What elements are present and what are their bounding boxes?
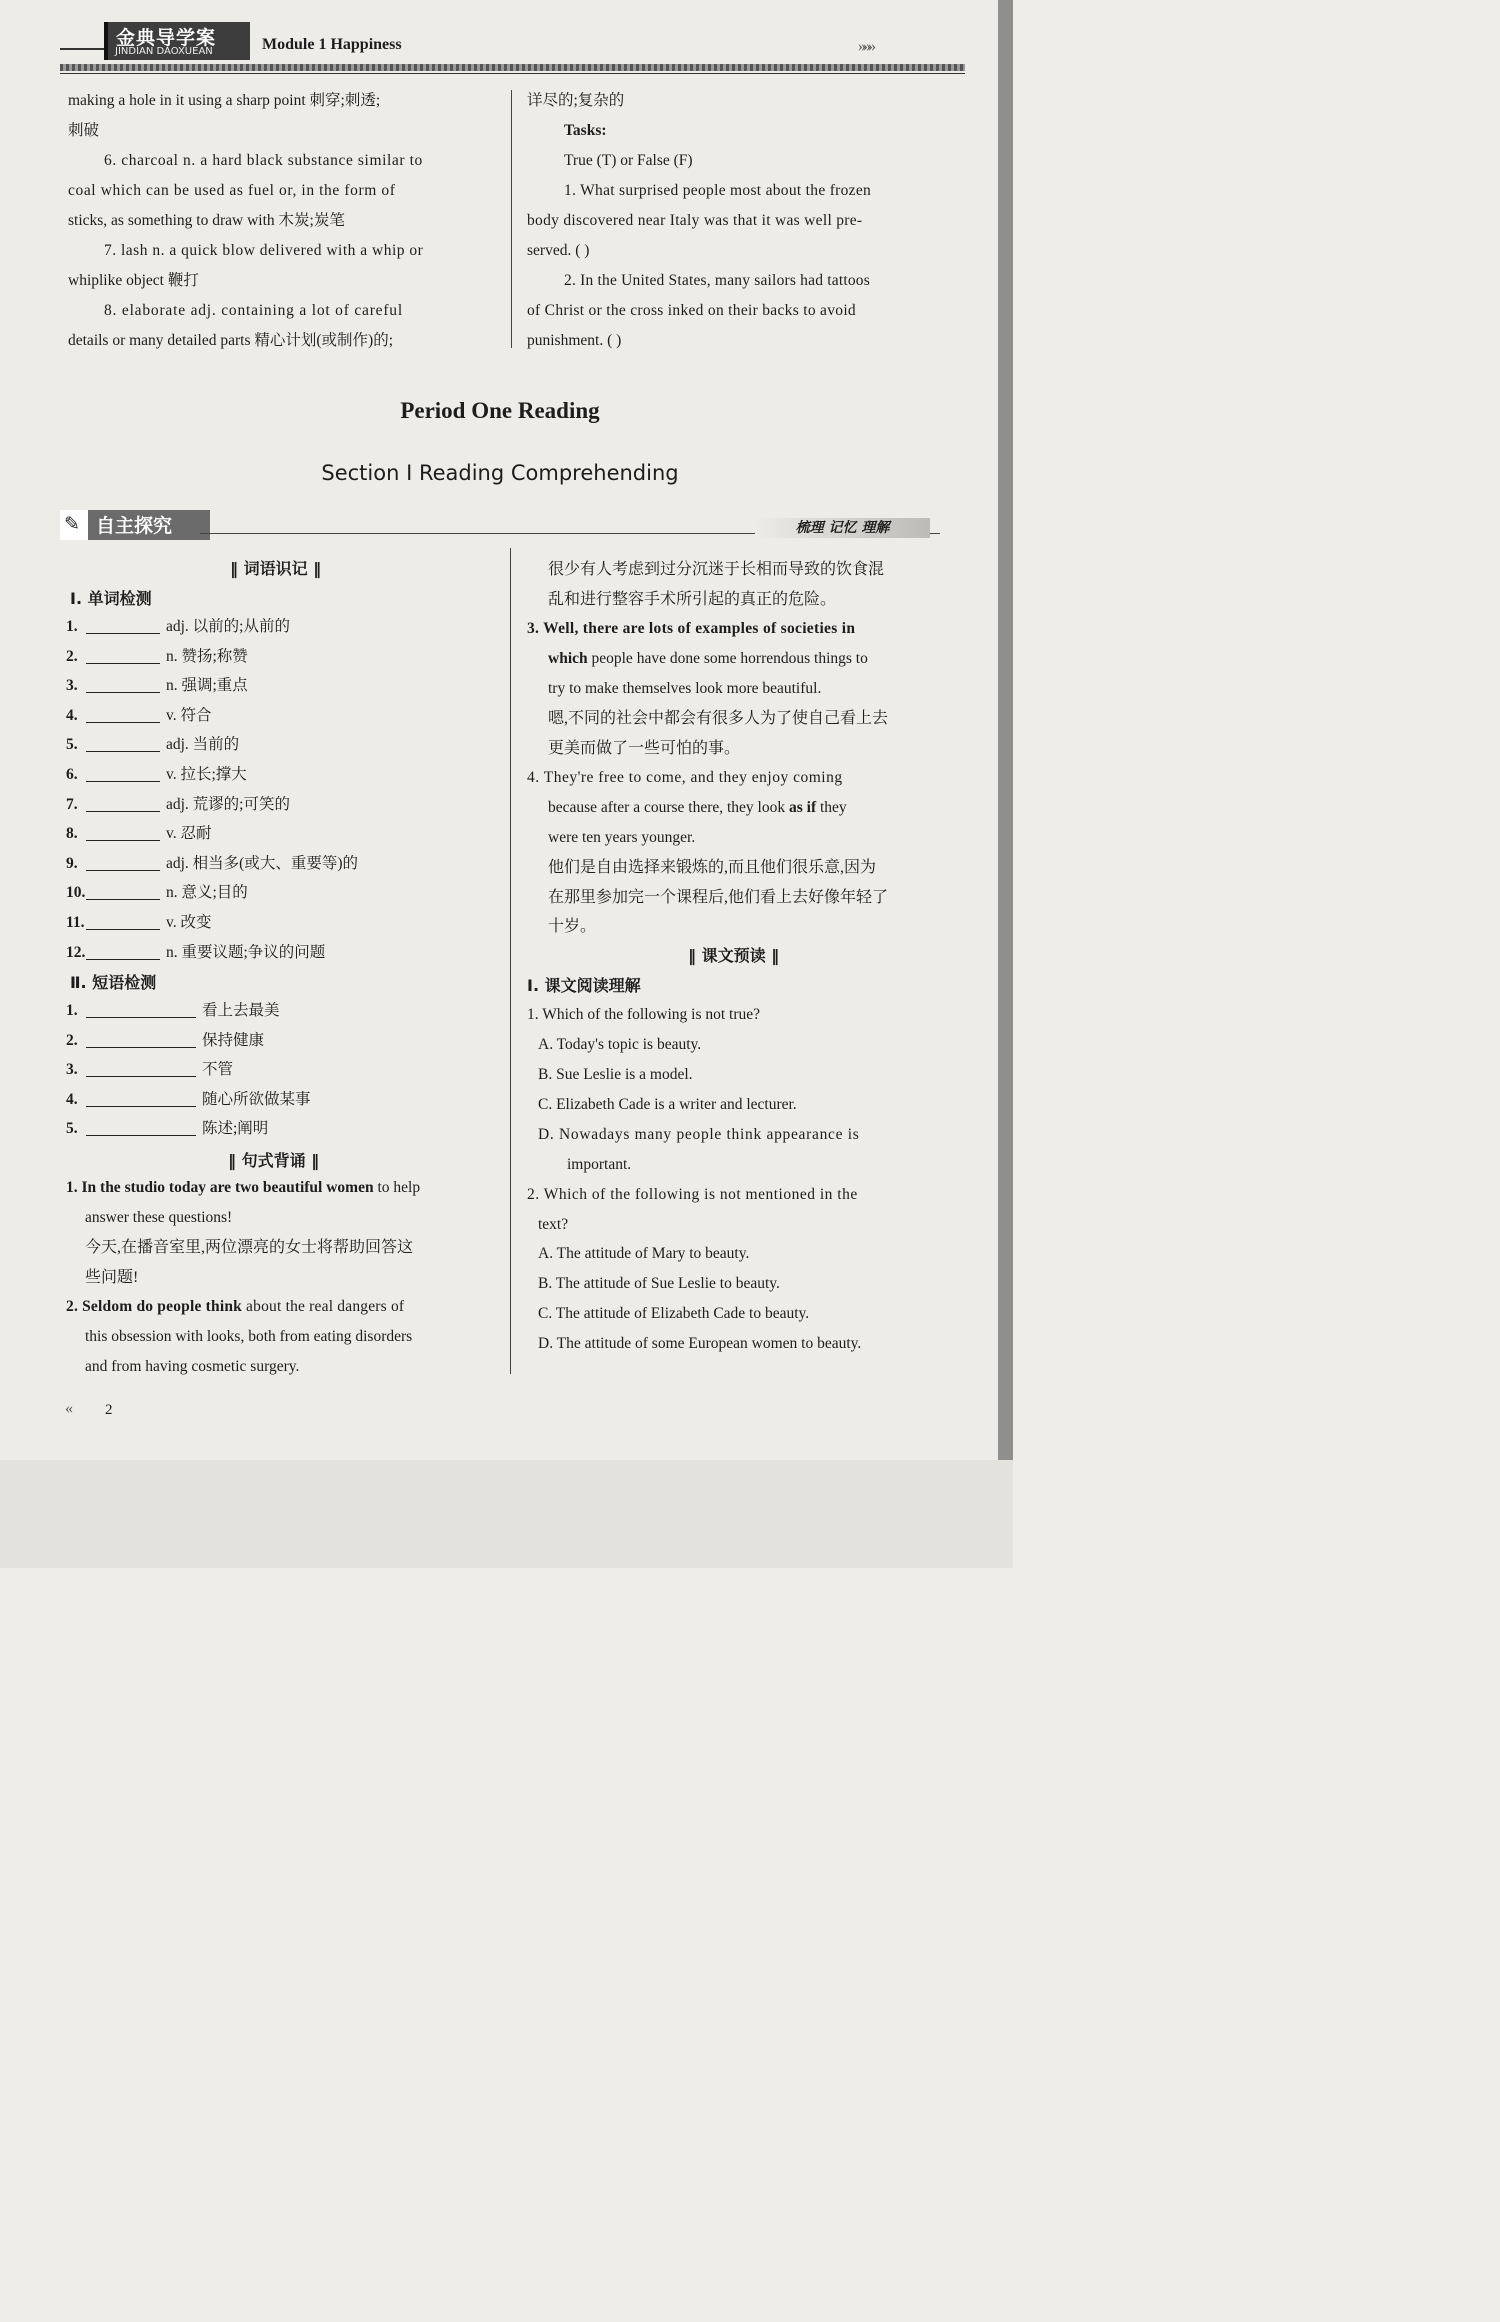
word-row [66,878,248,908]
task-question: body discovered near Italy was that it was well pre- [527,212,863,229]
task-instruction: True (T) or False (F) [564,152,693,169]
word-row [66,642,248,672]
task-question: served. ( ) [527,242,590,259]
word-answer-blank[interactable] [86,822,160,841]
phrase-definition: 随心所欲做某事 [202,1090,311,1108]
tasks-label: Tasks: [564,122,607,139]
word-definition: n. 赞扬;称赞 [166,647,248,665]
word-number: 12. [66,943,86,961]
task-question: of Christ or the cross inked on their backs to avoid [527,302,856,319]
header-underline [60,73,965,74]
word-number: 4. [66,706,78,724]
word-definition: adj. 当前的 [166,736,240,754]
word-answer-blank[interactable] [86,763,160,782]
question-stem: text? [538,1216,569,1233]
phrase-answer-blank[interactable] [86,1088,196,1107]
word-answer-blank[interactable] [86,615,160,634]
page-edge [998,0,1013,1460]
phrase-number: 1. [66,1002,78,1019]
word-number: 5. [66,736,78,754]
sentence-line: were ten years younger. [548,829,696,846]
header-bar [60,64,965,71]
sentence-translation: 更美而做了一些可怕的事。 [548,740,741,757]
word-number: 1. [66,618,78,635]
answer-option: B. The attitude of Sue Leslie to beauty. [538,1275,780,1292]
word-definition: n. 强调;重点 [166,677,248,695]
sentence-translation: 今天,在播音室里,两位漂亮的女士将帮助回答这 [85,1239,414,1256]
word-number: 9. [66,854,78,872]
word-answer-blank[interactable] [86,733,160,752]
phrase-row [66,1114,268,1144]
word-row [66,730,239,760]
word-number: 10. [66,884,86,902]
vocab-def-line: 6. charcoal n. a hard black substance similar to [104,152,423,169]
footer-arrows-icon: « [65,1400,70,1417]
sentence-line: which people have done some horrendous things to [548,650,868,667]
phrase-row [66,996,280,1026]
word-definition: adj. 以前的;从前的 [166,618,290,635]
answer-option: B. Sue Leslie is a model. [538,1066,693,1083]
sentence-line: answer these questions! [85,1209,233,1226]
word-number: 6. [66,766,78,783]
pencil-icon: ✎ [64,514,80,535]
module-title: Module 1 Happiness [262,36,402,53]
answer-option: D. The attitude of some European women to beauty. [538,1335,862,1352]
phrase-check-heading: Ⅱ. 短语检测 [70,973,157,992]
vocab-def-line: whiplike object 鞭打 [68,272,199,289]
word-row [66,790,290,820]
reading-comprehension-heading: Ⅰ. 课文阅读理解 [527,976,641,995]
answer-option: D. Nowadays many people think appearance is [538,1126,860,1143]
question-stem: 1. Which of the following is not true? [527,1006,761,1023]
word-answer-blank[interactable] [86,911,160,930]
word-row [66,938,325,968]
word-answer-blank[interactable] [86,852,160,871]
vocab-def-line: 刺破 [68,122,100,139]
word-definition: n. 重要议题;争议的问题 [166,943,326,961]
word-number: 11. [66,914,85,931]
logo-en: JINDIAN DAOXUEAN [115,46,213,57]
word-answer-blank[interactable] [86,645,160,664]
sentence-line: 2. Seldom do people think about the real dangers of [66,1298,405,1315]
sentence-translation: 在那里参加完一个课程后,他们看上去好像年轻了 [548,889,889,906]
sentence-translation: 十岁。 [548,918,597,935]
answer-option: A. Today's topic is beauty. [538,1036,702,1053]
word-definition: v. 拉长;撑大 [166,766,247,783]
word-row [66,612,290,642]
sentence-translation: 很少有人考虑到过分沉迷于长相而导致的饮食混 [548,561,885,578]
sentence-translation: 些问题! [85,1269,139,1286]
sentence-translation: 他们是自由选择来锻炼的,而且他们很乐意,因为 [548,859,877,876]
word-number: 8. [66,825,78,843]
answer-option: C. Elizabeth Cade is a writer and lecturer. [538,1096,797,1113]
header-arrows-icon: »»» [858,38,873,55]
word-definition: v. 改变 [166,914,212,931]
section-title: Section Ⅰ Reading Comprehending [321,461,679,485]
word-check-heading: Ⅰ. 单词检测 [70,589,152,608]
series-logo [104,22,250,60]
word-answer-blank[interactable] [86,881,160,900]
vocab-def-line: sticks, as something to draw with 木炭;炭笔 [68,212,345,229]
word-definition: v. 忍耐 [166,825,212,843]
vocab-def-line: details or many detailed parts 精心计划(或制作)的; [68,332,394,349]
textbook-page [0,0,1000,1460]
phrase-answer-blank[interactable] [86,999,196,1018]
phrase-number: 4. [66,1090,78,1108]
column-divider [511,90,512,348]
question-stem: 2. Which of the following is not mentioned in the [527,1186,858,1203]
phrase-row [66,1026,264,1056]
phrase-definition: 看上去最美 [202,1002,280,1019]
sentence-translation: 嗯,不同的社会中都会有很多人为了使自己看上去 [548,710,889,727]
header-rule [60,48,105,50]
phrase-row [66,1055,233,1085]
word-row [66,760,247,790]
vocab-def-line: 详尽的;复杂的 [527,92,625,109]
self-study-banner [60,510,210,540]
word-row [66,671,248,701]
phrase-row [66,1085,311,1115]
phrase-definition: 保持健康 [202,1031,265,1049]
logo-cn: 金典导学案 [116,27,217,49]
review-ribbon: 梳理 记忆 理解 [755,518,930,538]
word-answer-blank[interactable] [86,793,160,812]
sentence-line: 1. In the studio today are two beautiful women to help [66,1179,421,1196]
task-question: 1. What surprised people most about the frozen [564,182,872,199]
page-number: 2 [105,1402,113,1418]
word-definition: adj. 荒谬的;可笑的 [166,795,290,813]
sentence-line: and from having cosmetic surgery. [85,1358,300,1375]
sentence-section-title: ‖ 句式背诵 ‖ [228,1151,320,1170]
word-definition: v. 符合 [166,706,212,724]
word-answer-blank[interactable] [86,674,160,693]
answer-option: C. The attitude of Elizabeth Cade to beauty. [538,1305,810,1322]
sentence-line: 3. Well, there are lots of examples of societies in [527,620,856,637]
word-answer-blank[interactable] [86,704,160,723]
word-answer-blank[interactable] [86,941,160,960]
vocab-def-line: coal which can be used as fuel or, in the form of [68,182,396,199]
vocab-section-title: ‖ 词语识记 ‖ [230,559,322,578]
phrase-definition: 陈述;阐明 [202,1120,269,1138]
word-row [66,701,212,731]
task-question: 2. In the United States, many sailors had tattoos [564,272,870,289]
phrase-answer-blank[interactable] [86,1029,196,1048]
sentence-translation: 乱和进行整容手术所引起的真正的危险。 [548,591,837,608]
phrase-answer-blank[interactable] [86,1058,196,1077]
sentence-line: try to make themselves look more beautiful. [548,680,822,697]
vocab-def-line: making a hole in it using a sharp point 刺穿;刺透; [68,92,381,109]
phrase-answer-blank[interactable] [86,1117,196,1136]
column-divider [510,548,511,1374]
word-number: 3. [66,677,78,695]
self-study-label: 自主探究 [96,515,173,537]
answer-option: important. [567,1156,632,1173]
phrase-number: 2. [66,1031,78,1049]
lower-page-strip [0,1460,1013,1568]
word-definition: n. 意义;目的 [166,884,248,902]
word-row [66,819,212,849]
sentence-line: 4. They're free to come, and they enjoy coming [527,769,843,786]
word-definition: adj. 相当多(或大、重要等)的 [166,854,359,872]
word-number: 2. [66,647,78,665]
answer-option: A. The attitude of Mary to beauty. [538,1245,750,1262]
task-question: punishment. ( ) [527,332,622,349]
sentence-line: because after a course there, they look as if they [548,799,847,816]
phrase-number: 5. [66,1120,78,1138]
word-number: 7. [66,795,78,813]
vocab-def-line: 8. elaborate adj. containing a lot of careful [104,302,403,319]
preview-section-title: ‖ 课文预读 ‖ [688,946,780,965]
word-row [66,849,358,879]
word-row [66,908,212,938]
period-title: Period One Reading [400,398,600,423]
phrase-number: 3. [66,1061,78,1079]
sentence-line: this obsession with looks, both from eating disorders [85,1328,413,1345]
phrase-definition: 不管 [202,1061,234,1079]
vocab-def-line: 7. lash n. a quick blow delivered with a whip or [104,242,424,259]
